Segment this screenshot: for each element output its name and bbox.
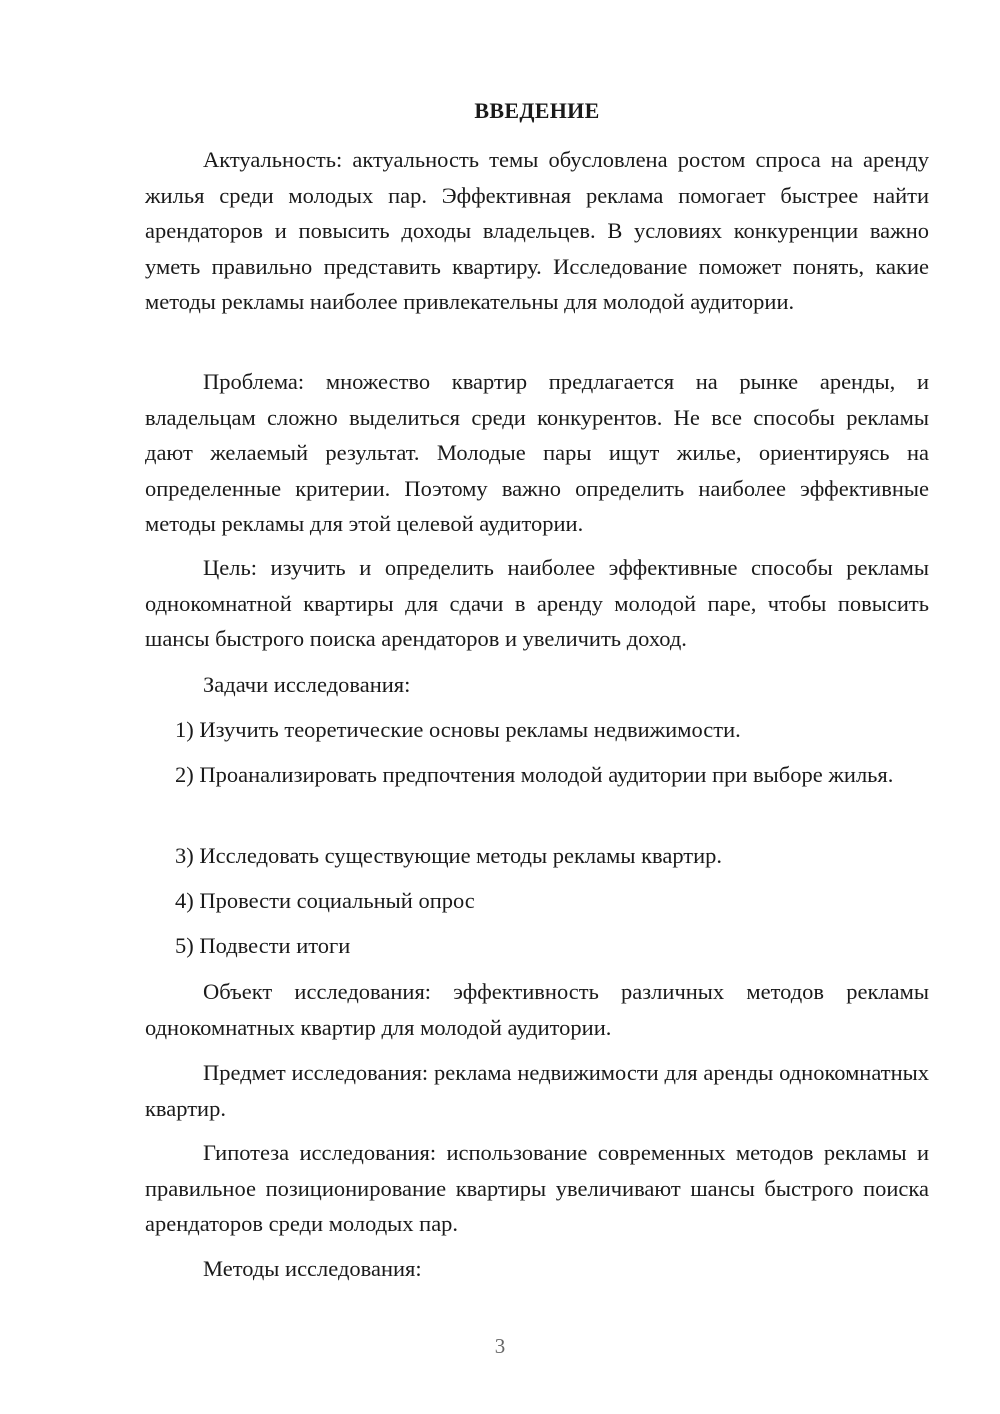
task-item: 5) Подвести итоги bbox=[175, 933, 351, 958]
paragraph-tasks-heading: Задачи исследования: bbox=[203, 672, 411, 697]
page-number: 3 bbox=[494, 1334, 506, 1358]
page-title: ВВЕДЕНИЕ bbox=[474, 98, 600, 123]
paragraph-problem: Проблема: множество квартир предлагается на рынке аренды, и владельцам сложно выделиться среди конкурентов. Не все способы рекламы дают желаемый результат. Молодые пары ищут жилье, ориентируясь на определенные критерии. Поэтому важно определить наиболее эффективные методы рекламы для этой целевой аудитории. bbox=[145, 369, 929, 536]
paragraph-methods-heading: Методы исследования: bbox=[203, 1256, 422, 1281]
paragraph-object: Объект исследования: эффективность различных методов рекламы однокомнатных квартир для молодой аудитории. bbox=[145, 979, 929, 1040]
paragraph-subject: Предмет исследования: реклама недвижимости для аренды однокомнатных квартир. bbox=[145, 1060, 929, 1121]
paragraph-hypothesis: Гипотеза исследования: использование современных методов рекламы и правильное позиционирование квартиры увеличивают шансы быстрого поиска арендаторов среди молодых пар. bbox=[145, 1140, 929, 1236]
task-item: 1) Изучить теоретические основы рекламы недвижимости. bbox=[175, 717, 741, 742]
paragraph-relevance: Актуальность: актуальность темы обусловлена ростом спроса на аренду жилья среди молодых пар. Эффективная реклама помогает быстрее найти арендаторов и повысить доходы владельцев. В условиях конкуренции важно уметь правильно представить квартиру. Исследование поможет понять, какие методы рекламы наиболее привлекательны для молодой аудитории. bbox=[145, 147, 929, 314]
task-item: 2) Проанализировать предпочтения молодой аудитории при выборе жилья. bbox=[175, 762, 894, 787]
paragraph-goal: Цель: изучить и определить наиболее эффективные способы рекламы однокомнатной квартиры для сдачи в аренду молодой паре, чтобы повысить шансы быстрого поиска арендаторов и увеличить доход. bbox=[145, 555, 929, 651]
task-item: 3) Исследовать существующие методы рекламы квартир. bbox=[175, 843, 723, 868]
task-item: 4) Провести социальный опрос bbox=[175, 888, 475, 913]
